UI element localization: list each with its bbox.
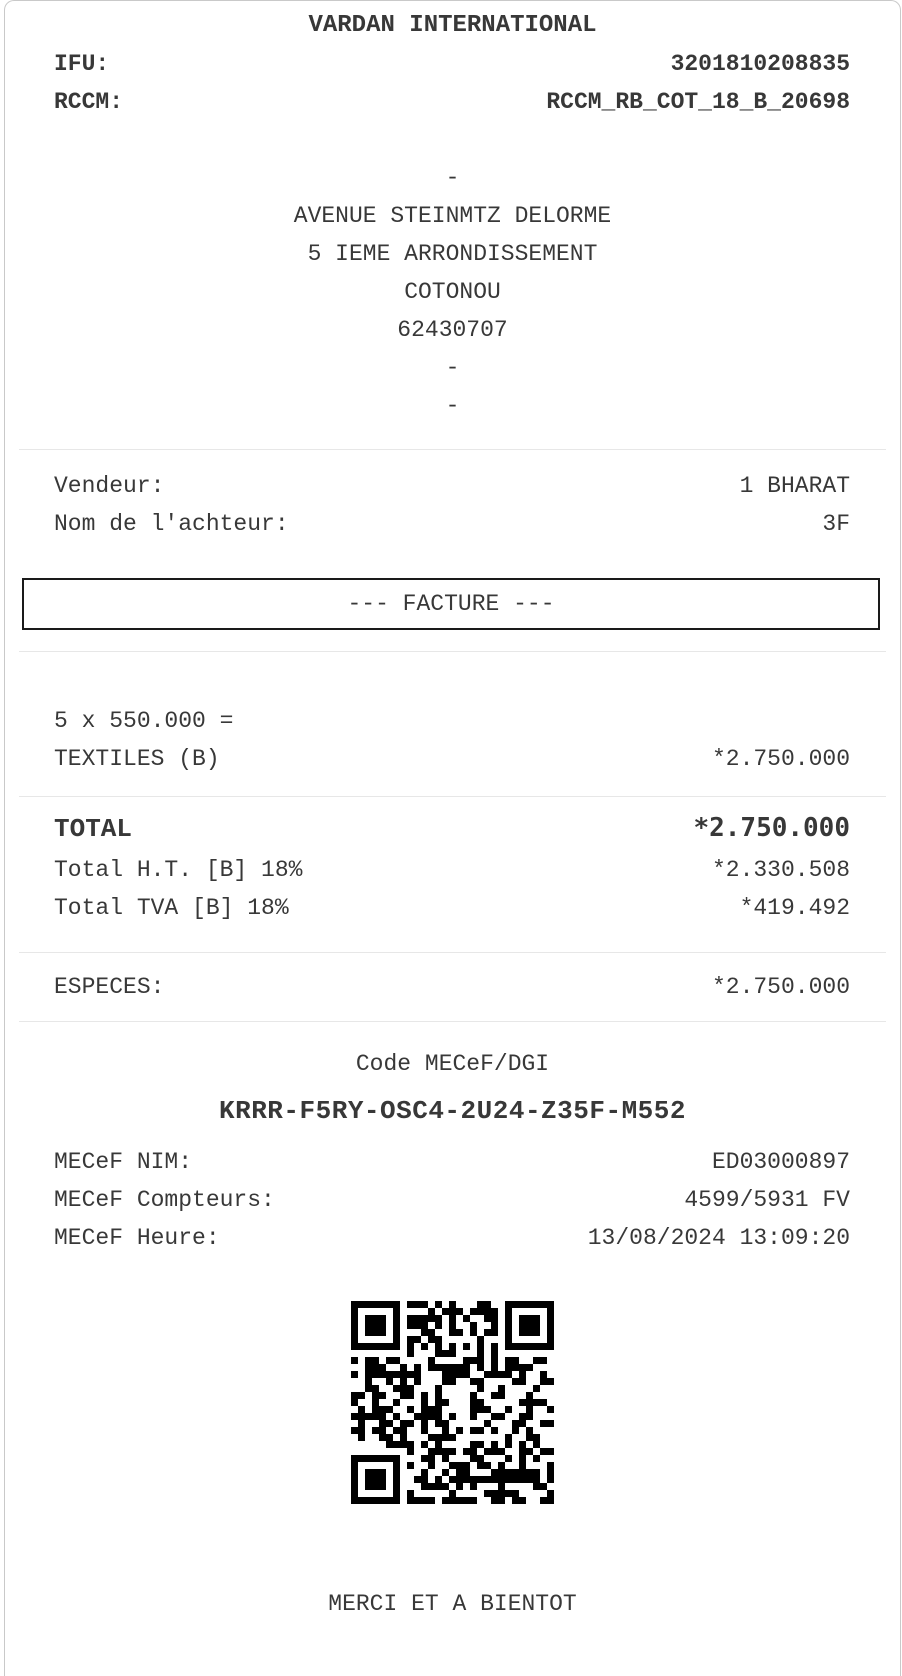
rccm-value: RCCM_RB_COT_18_B_20698: [546, 89, 850, 115]
total-row: [54, 806, 850, 851]
total-value: *2.750.000: [693, 813, 850, 843]
address-separator: -: [445, 165, 460, 191]
divider: [19, 796, 886, 797]
payment-row: [54, 968, 850, 1006]
total-label: TOTAL: [54, 814, 133, 844]
payment-label: ESPECES:: [54, 974, 165, 1000]
rccm-row: [54, 83, 850, 121]
address-separator: -: [445, 355, 460, 381]
ifu-value: 3201810208835: [670, 51, 850, 77]
address-separator: -: [445, 393, 460, 419]
mecef-nim-row: [54, 1143, 850, 1181]
address-district: 5 IEME ARRONDISSEMENT: [307, 241, 598, 267]
address-city: COTONOU: [404, 279, 501, 305]
total-tva-value: *419.492: [739, 895, 850, 921]
footer-message: MERCI ET A BIENTOT: [328, 1591, 577, 1617]
buyer-row: [54, 505, 850, 543]
facture-banner-text: --- FACTURE ---: [347, 591, 555, 617]
item-qty-row: [54, 702, 850, 740]
vendor-value: 1 BHARAT: [739, 473, 850, 499]
line-items: [5, 702, 900, 778]
mecef-heure-value: 13/08/2024 13:09:20: [587, 1225, 850, 1251]
mecef-compteurs-label: MECeF Compteurs:: [54, 1187, 275, 1213]
mecef-compteurs-row: [54, 1181, 850, 1219]
ifu-label: IFU:: [54, 51, 110, 77]
total-ht-value: *2.330.508: [711, 857, 850, 883]
vendor-row: [54, 467, 850, 505]
total-ht-row: [54, 851, 850, 889]
merchant-name: VARDAN INTERNATIONAL: [308, 12, 597, 39]
item-name: TEXTILES (B): [54, 746, 220, 772]
parties-block: [5, 467, 900, 543]
mecef-heure-row: [54, 1219, 850, 1257]
total-tva-row: [54, 889, 850, 927]
buyer-value: 3F: [822, 511, 850, 537]
rccm-label: RCCM:: [54, 89, 124, 115]
mecef-details: [5, 1143, 900, 1257]
address-phone: 62430707: [397, 317, 508, 343]
divider: [19, 651, 886, 652]
qr-code: [351, 1301, 554, 1504]
mecef-nim-value: ED03000897: [711, 1149, 850, 1175]
mecef-heading: Code MECeF/DGI: [355, 1051, 550, 1077]
mecef-heure-label: MECeF Heure:: [54, 1225, 220, 1251]
total-ht-label: Total H.T. [B] 18%: [54, 857, 303, 883]
divider: [19, 449, 886, 450]
ifu-row: [54, 45, 850, 83]
total-tva-label: Total TVA [B] 18%: [54, 895, 289, 921]
divider: [19, 1021, 886, 1022]
mecef-compteurs-value: 4599/5931 FV: [684, 1187, 850, 1213]
divider: [19, 952, 886, 953]
facture-banner: [22, 578, 880, 630]
item-qty-line: 5 x 550.000 =: [54, 708, 234, 734]
item-amount: *2.750.000: [711, 746, 850, 772]
item-row: [54, 740, 850, 778]
address-block: [5, 159, 900, 425]
buyer-label: Nom de l'achteur:: [54, 511, 289, 537]
qr-code-container: [5, 1301, 900, 1504]
vendor-label: Vendeur:: [54, 473, 165, 499]
address-street: AVENUE STEINMTZ DELORME: [293, 203, 612, 229]
mecef-nim-label: MECeF NIM:: [54, 1149, 193, 1175]
payment-value: *2.750.000: [711, 974, 850, 1000]
mecef-code: KRRR-F5RY-OSC4-2U24-Z35F-M552: [219, 1096, 686, 1126]
receipt-card: [4, 0, 901, 1676]
